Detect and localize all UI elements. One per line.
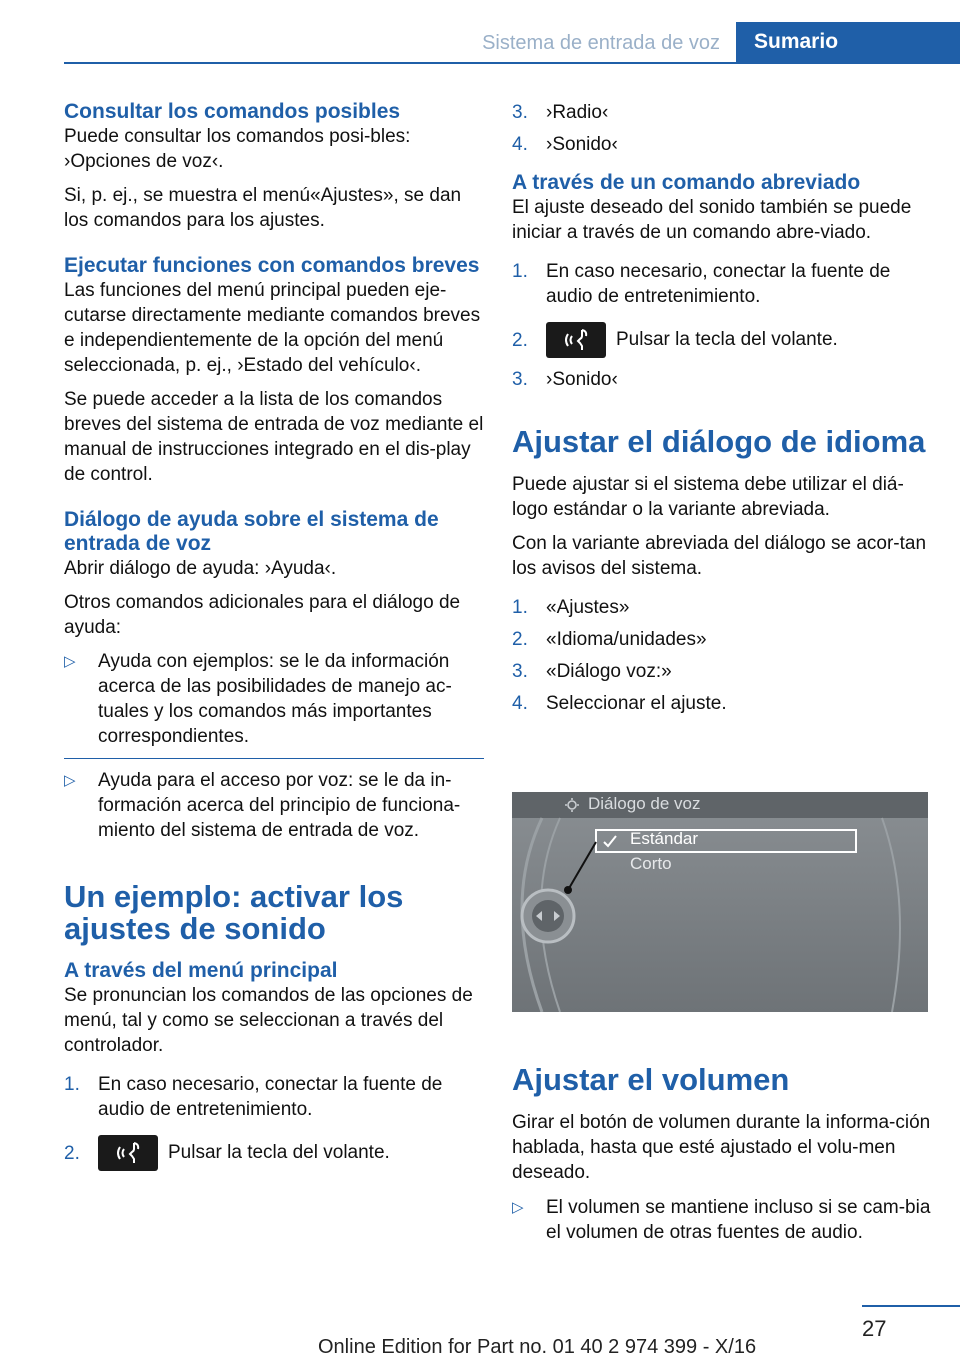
numbered-list — [512, 259, 932, 392]
paragraph: Se pronuncian los comandos de las opciones de menú, tal y como se seleccionan a través del controlador. — [64, 985, 473, 1056]
list-item: 2. Pulsar la tecla del volante. — [64, 1134, 484, 1172]
list-item: 1. En caso necesario, conectar la fuente de audio de entretenimiento. — [512, 261, 891, 307]
heading-ejemplo: Un ejemplo: activar los ajustes de sonido — [64, 879, 404, 946]
list-item: 2. Pulsar la tecla del volante. — [512, 321, 932, 359]
heading-idioma: Ajustar el diálogo de idioma — [512, 424, 926, 459]
numbered-list — [64, 1072, 484, 1172]
screen-option-estandar: Estándar — [630, 829, 699, 848]
voice-command-key-icon — [546, 322, 606, 358]
right-column — [512, 100, 932, 724]
triangle-bullet-icon: ▷ — [64, 653, 76, 670]
paragraph: Las funciones del menú principal pueden eje‐cutarse directamente mediante comandos breves e independientemente de la opción del menú seleccionada, p. ej., ›Estado del vehículo‹. — [64, 280, 481, 376]
idrive-screen-illustration — [512, 792, 928, 1012]
triangle-bullet-icon: ▷ — [64, 772, 76, 789]
paragraph: Puede ajustar si el sistema debe utilizar el diá‐logo estándar o la variante abreviada. — [512, 474, 904, 520]
list-item: 2. «Idioma/unidades» — [512, 629, 707, 650]
voice-command-key-icon — [98, 1135, 158, 1171]
paragraph: Si, p. ej., se muestra el menú«Ajustes», se dan los comandos para los ajustes. — [64, 185, 462, 231]
right-column-bottom — [512, 1064, 932, 1253]
list-item: ▷ Ayuda para el acceso por voz: se le da in‐formación acerca del principio de funciona‐miento del sistema de entrada de voz. — [64, 770, 461, 841]
list-item: 3. ›Radio‹ — [512, 102, 609, 123]
page-number: 27 — [862, 1316, 887, 1341]
list-item: 1. En caso necesario, conectar la fuente de audio de entretenimiento. — [64, 1074, 443, 1120]
footer-rule — [862, 1305, 960, 1307]
triangle-bullet-icon: ▷ — [512, 1199, 524, 1216]
header-rule — [64, 62, 960, 64]
running-header-section: Sistema de entrada de voz — [482, 32, 720, 54]
heading-volumen: Ajustar el volumen — [512, 1062, 790, 1097]
paragraph: Con la variante abreviada del diálogo se acor‐tan los avisos del sistema. — [512, 533, 927, 579]
left-column — [64, 100, 484, 1180]
paragraph: Otros comandos adicionales para el diálogo de ayuda: — [64, 592, 461, 638]
list-item: ▷ Ayuda con ejemplos: se le da información acerca de las posibilidades de manejo ac‐tuales y los comandos más importantes correspondientes. — [64, 649, 484, 759]
heading-dialogo: Diálogo de ayuda sobre el sistema de entrada de voz — [64, 508, 439, 555]
list-item: 3. «Diálogo voz:» — [512, 661, 672, 682]
list-item: 4. ›Sonido‹ — [512, 134, 618, 155]
paragraph: Girar el botón de volumen durante la informa‐ción hablada, hasta que esté ajustado el volu‐men deseado. — [512, 1112, 931, 1183]
running-header-tab: Sumario — [736, 22, 960, 62]
heading-ejecutar: Ejecutar funciones con comandos breves — [64, 254, 480, 277]
screen-option-corto: Corto — [630, 854, 672, 873]
paragraph: Se puede acceder a la lista de los comandos breves del sistema de entrada de voz mediante el manual de instrucciones integrado en el dis‐play de control. — [64, 389, 484, 485]
list-item: 4. Seleccionar el ajuste. — [512, 693, 727, 714]
screen-title: Diálogo de voz — [588, 794, 701, 813]
paragraph: Puede consultar los comandos posi‐bles: ›Opciones de voz‹. — [64, 126, 411, 172]
list-item: 1. «Ajustes» — [512, 597, 630, 618]
list-item: 3. ›Sonido‹ — [512, 369, 618, 390]
numbered-list — [512, 100, 932, 157]
paragraph: Abrir diálogo de ayuda: ›Ayuda‹. — [64, 558, 337, 579]
footer-edition: Online Edition for Part no. 01 40 2 974 399 - X/16 — [318, 1336, 757, 1358]
list-item: ▷ El volumen se mantiene incluso si se cam‐bia el volumen de otras fuentes de audio. — [512, 1197, 931, 1243]
paragraph: El ajuste deseado del sonido también se puede iniciar a través de un comando abre‐viado. — [512, 197, 912, 243]
heading-menu: A través del menú principal — [64, 959, 338, 982]
heading-abreviado: A través de un comando abreviado — [512, 171, 861, 194]
numbered-list — [512, 595, 932, 716]
bullet-list — [64, 649, 484, 843]
bullet-list — [512, 1195, 932, 1245]
heading-consultar: Consultar los comandos posibles — [64, 100, 401, 123]
